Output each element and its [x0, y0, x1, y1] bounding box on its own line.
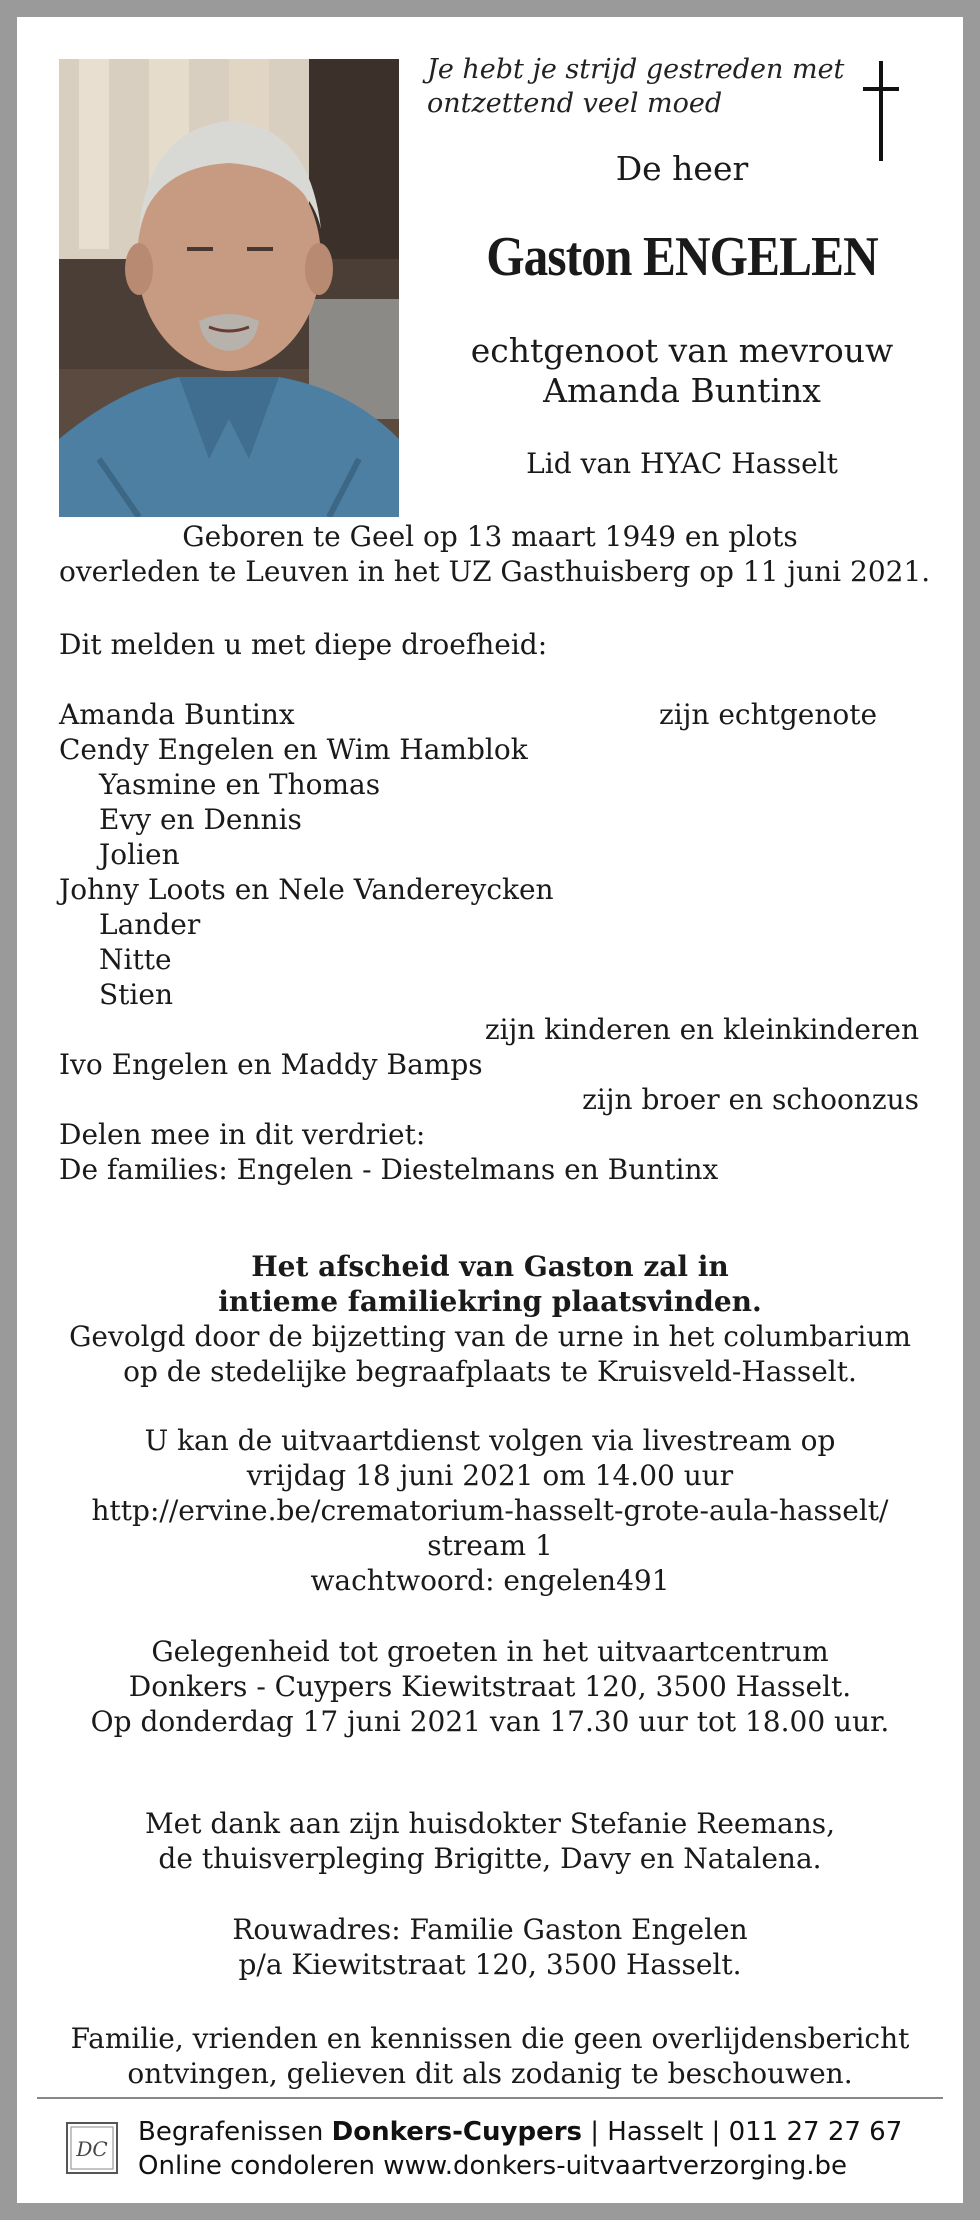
deceased-name: Gaston ENGELEN	[486, 226, 878, 288]
footer-company: Donkers-Cuypers	[331, 2117, 583, 2147]
farewell-heading: intieme familiekring plaatsvinden.	[218, 1285, 762, 1318]
portrait-photo	[59, 59, 399, 517]
family-spouse-relation: zijn echtgenote	[659, 698, 878, 731]
families-line: De families: Engelen - Diestelmans en Buntinx	[59, 1153, 719, 1186]
mourning-address: Rouwadres: Familie Gaston Engelen	[232, 1913, 748, 1946]
closing-text: Familie, vrienden en kennissen die geen overlijdensbericht	[70, 2022, 910, 2055]
funeral-home-logo-icon	[66, 2122, 118, 2174]
footer-company-line	[138, 2115, 902, 2149]
spouse-line: echtgenoot van mevrouw	[470, 331, 894, 370]
announcement: Dit melden u met diepe droefheid:	[59, 628, 548, 661]
sibling-name: Ivo Engelen en Maddy Bamps	[59, 1048, 483, 1081]
mourning-address: p/a Kiewitstraat 120, 3500 Hasselt.	[238, 1948, 742, 1981]
quote-line: Je hebt je strijd gestreden met	[427, 54, 845, 85]
farewell-text: Gevolgd door de bijzetting van de urne in het columbarium	[69, 1320, 911, 1353]
visitation-text: Donkers - Cuypers Kiewitstraat 120, 3500 Hasselt.	[128, 1670, 852, 1703]
birth-death-line: Geboren te Geel op 13 maart 1949 en plots	[182, 520, 798, 553]
grandchild-name: Evy en Dennis	[99, 803, 302, 836]
livestream-url-cont[interactable]: stream 1	[427, 1529, 553, 1562]
footer-divider	[37, 2097, 943, 2099]
thanks-text: Met dank aan zijn huisdokter Stefanie Reemans,	[144, 1807, 836, 1840]
grandchild-name: Lander	[99, 908, 201, 941]
cross-icon	[863, 61, 899, 161]
livestream-url[interactable]: http://ervine.be/crematorium-hasselt-grote-aula-hasselt/	[91, 1494, 889, 1527]
obituary-card	[17, 17, 963, 2203]
spouse-block	[417, 331, 947, 411]
closing-text: ontvingen, gelieven dit als zodanig te beschouwen.	[127, 2057, 853, 2090]
grandchild-name: Yasmine en Thomas	[99, 768, 381, 801]
memorial-quote	[427, 53, 847, 121]
logo-text: DC	[76, 2137, 108, 2161]
livestream-password: wachtwoord: engelen491	[310, 1564, 670, 1597]
membership: Lid van HYAC Hasselt	[526, 447, 838, 480]
family-spouse-name: Amanda Buntinx	[59, 698, 295, 731]
footer-suffix: | Hasselt | 011 27 27 67	[582, 2117, 903, 2147]
grandchild-name: Jolien	[99, 838, 180, 871]
grandchild-name: Stien	[99, 978, 173, 1011]
child-name: Cendy Engelen en Wim Hamblok	[59, 733, 528, 766]
visitation-text: Op donderdag 17 juni 2021 van 17.30 uur tot 18.00 uur.	[90, 1705, 890, 1738]
birth-death-line: overleden te Leuven in het UZ Gasthuisberg op 11 juni 2021.	[59, 555, 931, 588]
footer-online-condolence[interactable]: Online condoleren www.donkers-uitvaartverzorging.be	[138, 2151, 847, 2181]
visitation-text: Gelegenheid tot groeten in het uitvaartcentrum	[151, 1635, 829, 1668]
livestream-date: vrijdag 18 juni 2021 om 14.00 uur	[246, 1459, 734, 1492]
child-name: Johny Loots en Nele Vandereycken	[59, 873, 554, 906]
farewell-text: op de stedelijke begraafplaats te Kruisveld-Hasselt.	[123, 1355, 857, 1388]
thanks-text: de thuisverpleging Brigitte, Davy en Natalena.	[158, 1842, 822, 1875]
quote-line: ontzettend veel moed	[427, 88, 723, 119]
livestream-text: U kan de uitvaartdienst volgen via livestream op	[144, 1424, 836, 1457]
farewell-heading: Het afscheid van Gaston zal in	[251, 1250, 729, 1283]
children-relation: zijn kinderen en kleinkinderen	[484, 1013, 919, 1046]
share-grief-line: Delen mee in dit verdriet:	[59, 1118, 426, 1151]
sibling-relation: zijn broer en schoonzus	[582, 1083, 919, 1116]
salutation: De heer	[615, 149, 749, 188]
grandchild-name: Nitte	[99, 943, 172, 976]
spouse-line: Amanda Buntinx	[543, 371, 821, 410]
footer-prefix: Begrafenissen	[138, 2117, 332, 2147]
